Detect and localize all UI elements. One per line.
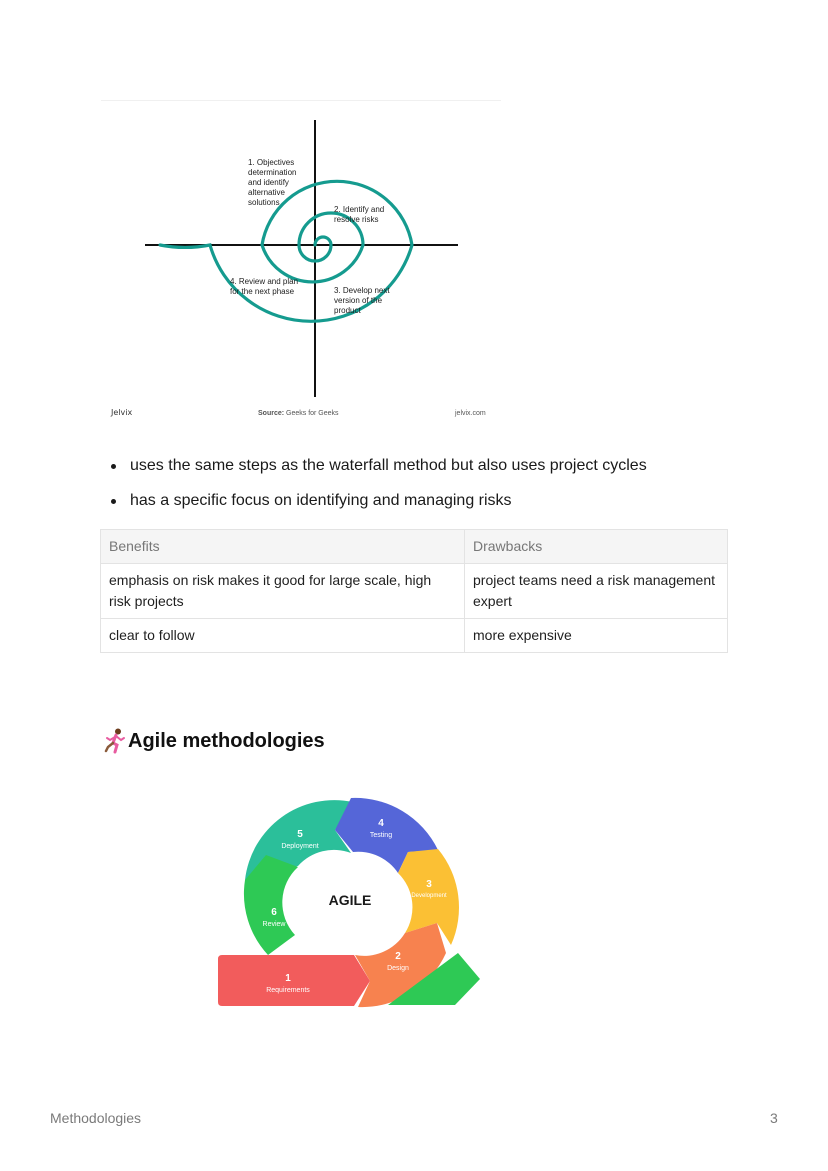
svg-text:6: 6 — [271, 907, 277, 918]
spiral-model-figure — [101, 100, 501, 425]
running-person-icon — [104, 728, 126, 754]
agile-center-label: AGILE — [328, 892, 372, 908]
agile-diagram — [218, 795, 480, 1010]
table-cell: project teams need a risk management expert — [465, 564, 728, 619]
figure-source: Source: Geeks for Geeks — [258, 410, 339, 417]
svg-text:Design: Design — [387, 965, 409, 972]
svg-text:5: 5 — [297, 829, 303, 840]
spiral-label-3: 3. Develop next version of the product — [334, 286, 390, 315]
spiral-diagram — [101, 100, 501, 425]
table-cell: clear to follow — [101, 619, 465, 653]
svg-text:2: 2 — [395, 951, 401, 962]
section-heading-agile — [104, 728, 325, 754]
jelvix-site: jelvix.com — [455, 410, 486, 417]
table-cell: emphasis on risk makes it good for large scale, high risk projects — [101, 564, 465, 619]
svg-text:3: 3 — [426, 879, 432, 890]
spiral-label-1: 1. Objectives determination and identify alternative solutions — [248, 158, 297, 207]
spiral-bullet-list — [108, 456, 748, 526]
spiral-label-4: 4. Review and plan for the next phase — [230, 277, 299, 296]
svg-text:4: 4 — [378, 818, 384, 829]
svg-text:Requirements: Requirements — [266, 987, 310, 994]
svg-text:Deployment: Deployment — [281, 843, 319, 850]
table-cell: more expensive — [465, 619, 728, 653]
footer-document-title: Methodologies — [50, 1110, 142, 1126]
agile-cycle-figure — [218, 795, 480, 1010]
column-header-drawbacks: Drawbacks — [465, 530, 728, 564]
svg-text:Testing: Testing — [369, 832, 393, 839]
table-header-row — [101, 530, 728, 564]
jelvix-logo: Jelvix — [111, 408, 133, 417]
benefits-drawbacks-table — [100, 529, 728, 653]
svg-text:1: 1 — [285, 973, 291, 984]
list-item: has a specific focus on identifying and managing risks — [108, 491, 748, 511]
table-row — [101, 619, 728, 653]
agile-segment-requirements — [218, 955, 370, 1006]
heading-text: Agile methodologies — [128, 729, 325, 752]
svg-text:Development: Development — [411, 893, 447, 899]
footer-page-number: 3 — [770, 1110, 778, 1126]
column-header-benefits: Benefits — [101, 530, 465, 564]
table-row — [101, 564, 728, 619]
list-item: uses the same steps as the waterfall method but also uses project cycles — [108, 456, 748, 476]
spiral-label-2: 2. Identify and resolve risks — [334, 205, 385, 224]
svg-text:Review: Review — [262, 921, 286, 928]
